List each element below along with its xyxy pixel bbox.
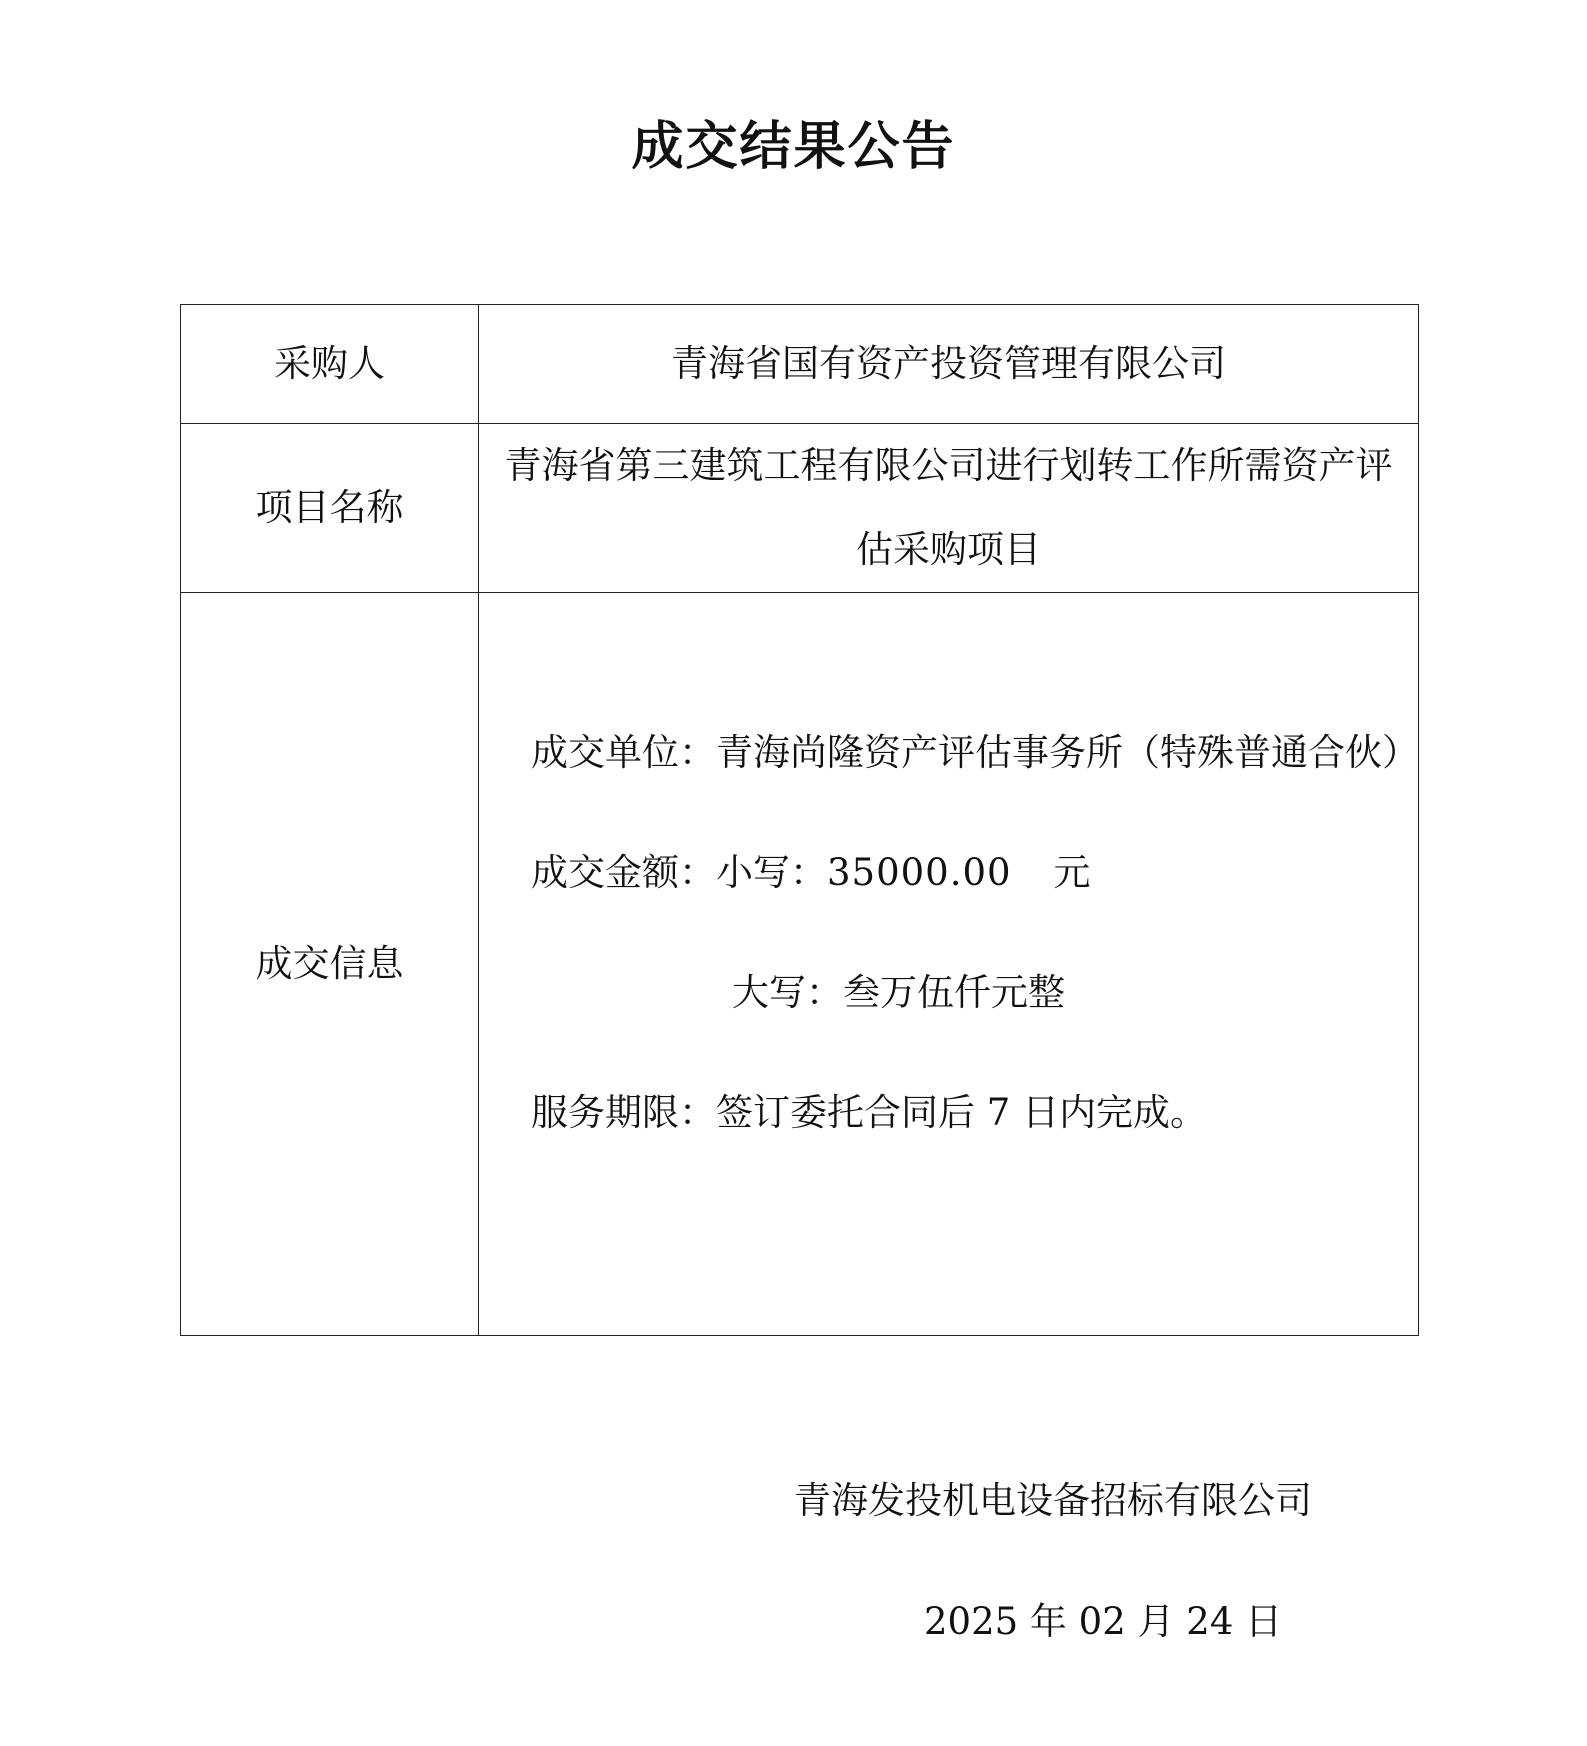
- deal-info: [494, 711, 1419, 1155]
- announcement-table: [180, 304, 1419, 1336]
- project-label: 项目名称: [181, 424, 479, 593]
- purchaser-label: 采购人: [181, 305, 479, 424]
- amount-unit: 元: [1053, 851, 1091, 894]
- purchaser-value: 青海省国有资产投资管理有限公司: [479, 305, 1419, 424]
- signer-name: 青海发投机电设备招标有限公司: [794, 1479, 1312, 1522]
- amount-small-label: 小写：: [716, 851, 827, 894]
- table-row-deal: [181, 593, 1419, 1336]
- document-title: 成交结果公告: [631, 116, 956, 177]
- deal-label: 成交信息: [181, 593, 479, 1336]
- winner-text: 成交单位：青海尚隆资产评估事务所（特殊普通合伙）: [531, 731, 1419, 774]
- period-line: [494, 1071, 1406, 1155]
- amount-caps-line: [494, 951, 1406, 1035]
- project-value: 青海省第三建筑工程有限公司进行划转工作所需资产评估采购项目: [504, 444, 1393, 571]
- deal-info-cell: [479, 593, 1419, 1336]
- period-label: 服务期限：: [531, 1091, 716, 1134]
- amount-caps-label: 大写：: [732, 971, 843, 1014]
- project-value-cell: [479, 424, 1419, 593]
- issue-date: 2025 年 02 月 24 日: [924, 1600, 1283, 1643]
- period-value: 签订委托合同后 7 日内完成。: [716, 1091, 1208, 1134]
- amount-label: 成交金额：: [531, 851, 716, 894]
- table-row-purchaser: [181, 305, 1419, 424]
- amount-small-value: 35000.00: [827, 851, 1012, 894]
- amount-caps-value: 叁万伍仟元整: [843, 971, 1065, 1014]
- amount-line: [494, 831, 1406, 915]
- table-row-project: [181, 424, 1419, 593]
